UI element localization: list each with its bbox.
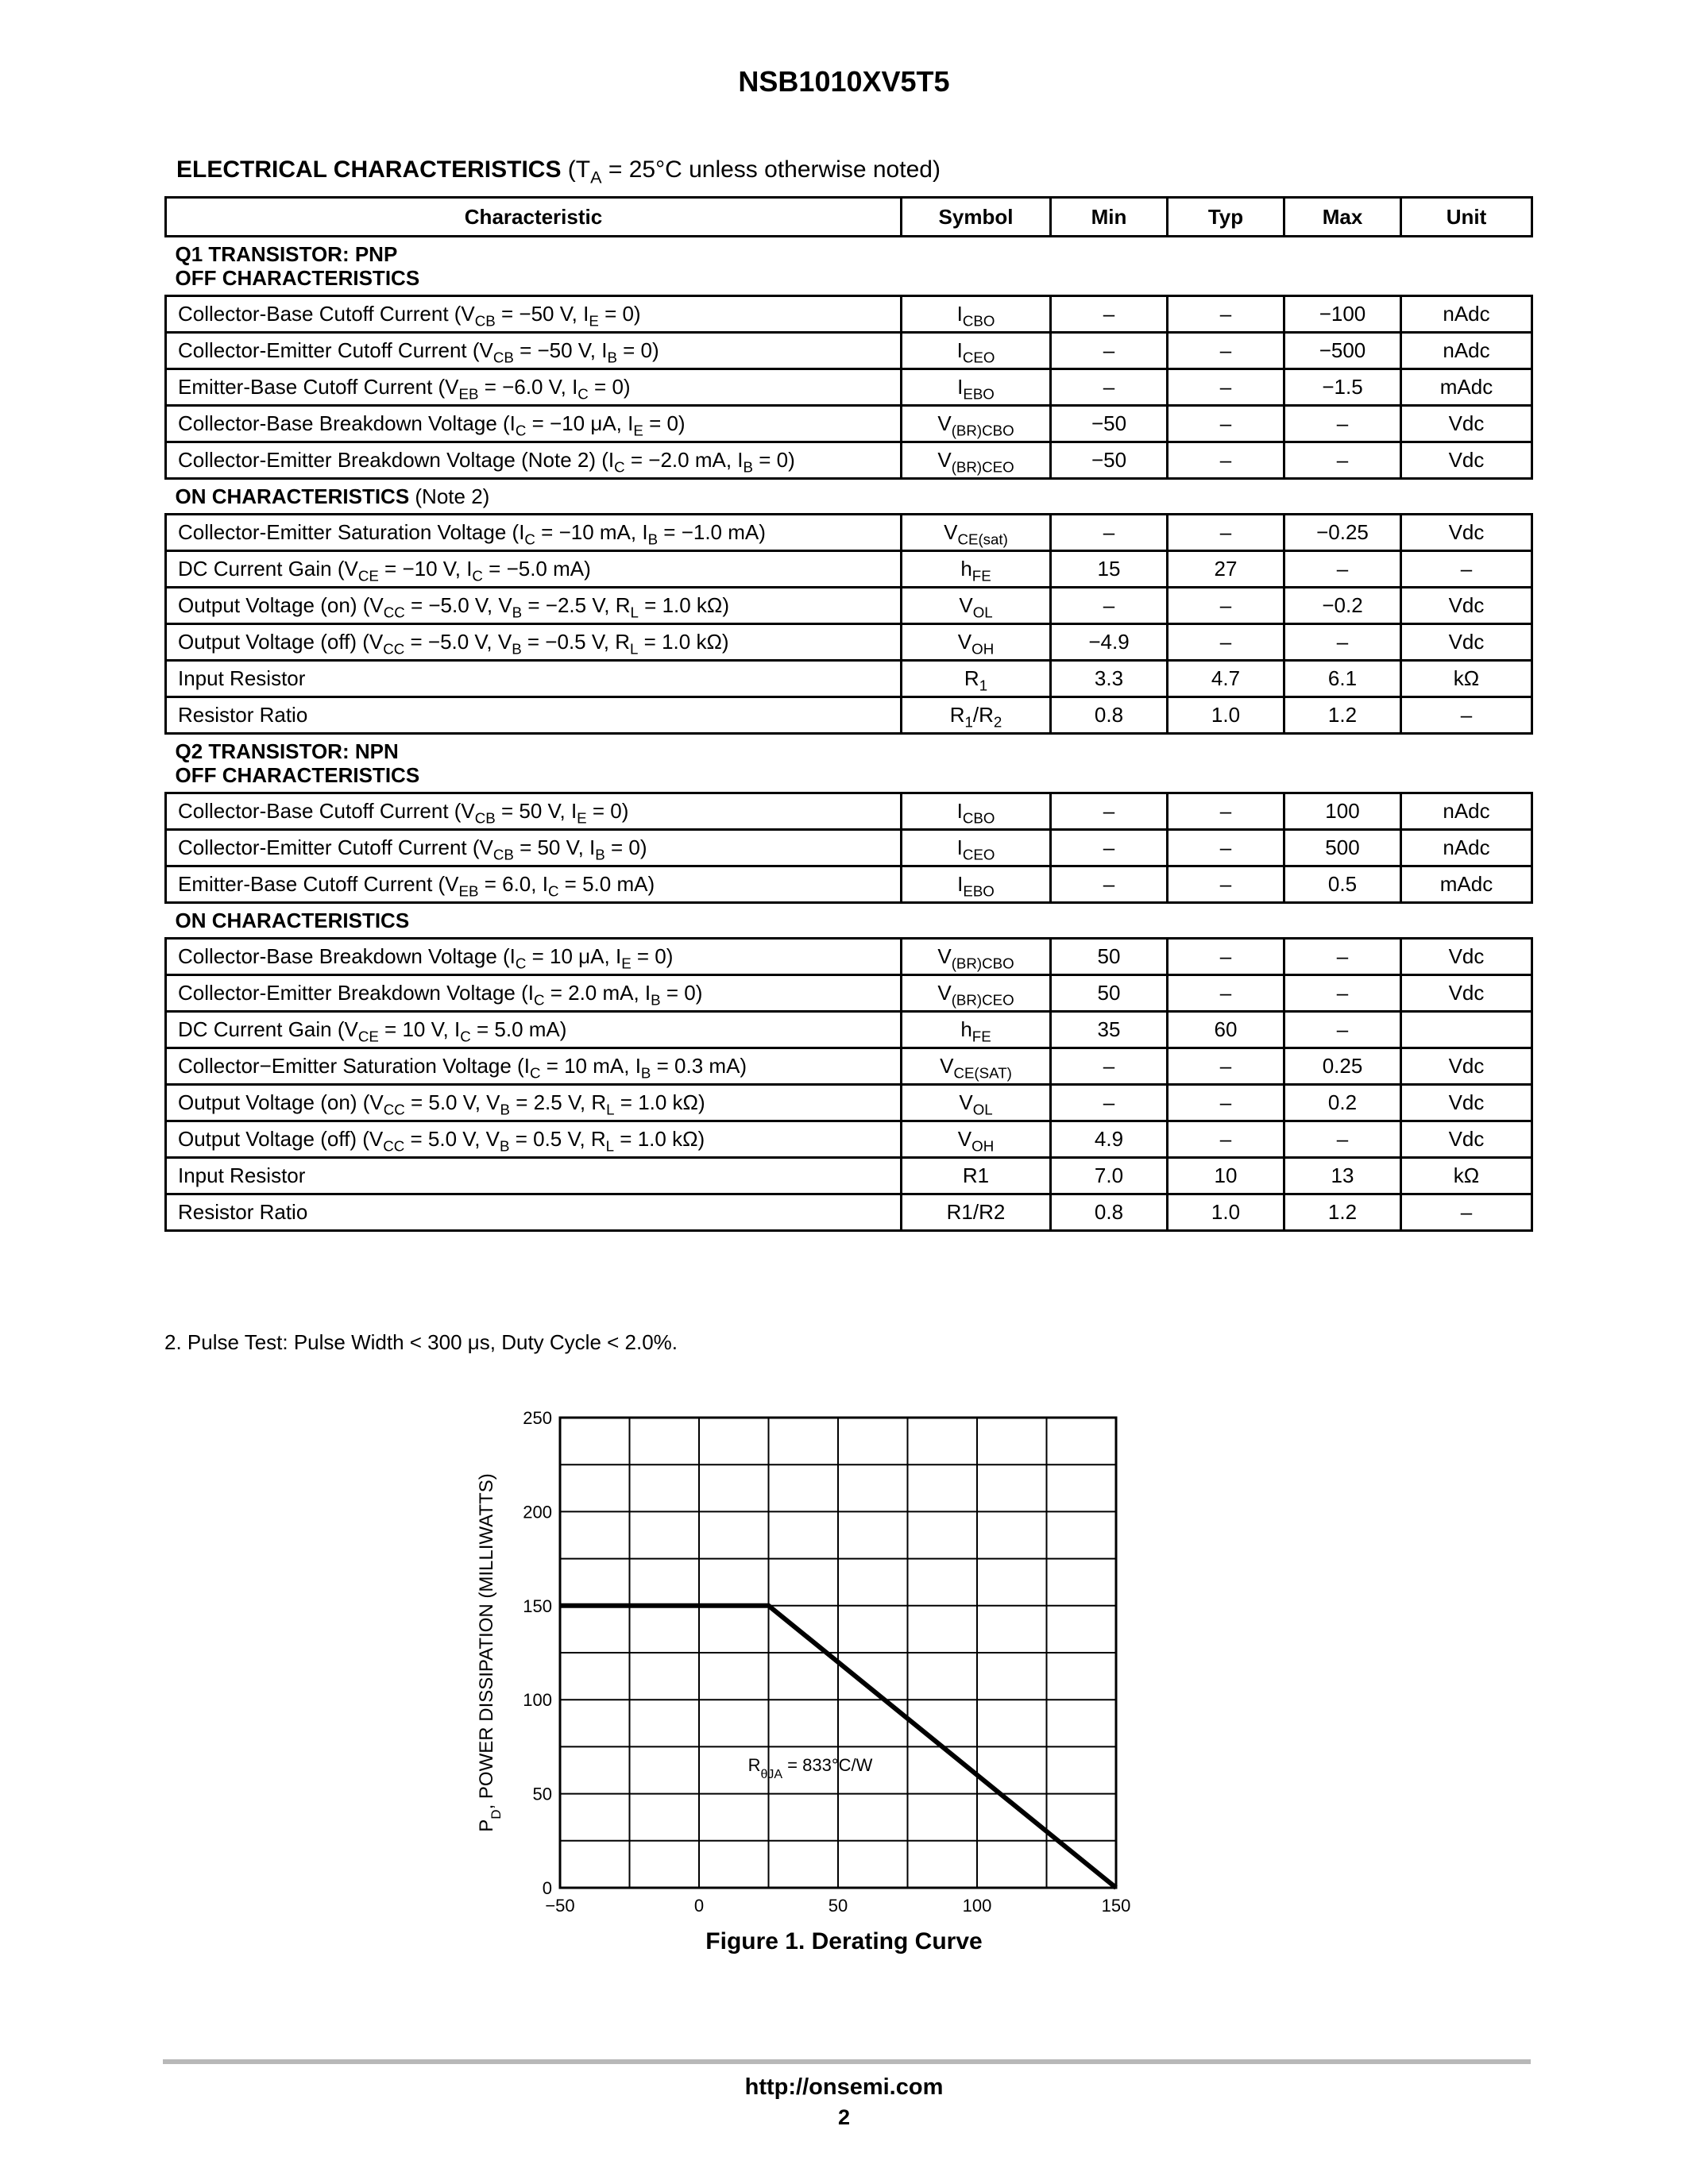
electrical-characteristics-table bbox=[164, 196, 1533, 1232]
section-condition: ($T_A = 25^\circ C$ unless otherwise noted) bbox=[567, 156, 941, 187]
characteristic-cell: Output Voltage (off) ($V_{CC} = 5.0$ V, $V_B = 0.5$ V, $R_L = 1.0$ kΩ) bbox=[166, 1121, 902, 1158]
symbol-cell: $V_{OH}$ bbox=[902, 1121, 1051, 1158]
characteristic-cell: Input Resistor bbox=[166, 1158, 902, 1194]
characteristic-cell: Output Voltage (on) ($V_{CC} = 5.0$ V, $V_B = 2.5$ V, $R_L = 1.0$ kΩ) bbox=[166, 1085, 902, 1121]
typ-cell: – bbox=[1168, 793, 1284, 830]
group-title: Q1 TRANSISTOR: PNP OFF CHARACTERISTICS bbox=[166, 237, 1532, 296]
characteristic-cell: DC Current Gain ($V_{CE} = -10$ V, $I_C = -5.0$ mA) bbox=[166, 551, 902, 588]
unit-cell: nAdc bbox=[1401, 333, 1532, 369]
min-cell: – bbox=[1051, 1048, 1168, 1085]
table-group-row bbox=[166, 734, 1532, 793]
characteristic-cell: Collector−Emitter Saturation Voltage ($I_C = 10$ mA, $I_B = 0.3$ mA) bbox=[166, 1048, 902, 1085]
symbol-cell: $I_{EBO}$ bbox=[902, 369, 1051, 406]
symbol-cell: $V_{(BR)CBO}$ bbox=[902, 406, 1051, 442]
typ-cell: – bbox=[1168, 515, 1284, 551]
min-cell: 0.8 bbox=[1051, 1194, 1168, 1231]
unit-cell: nAdc bbox=[1401, 296, 1532, 333]
header-symbol: Symbol bbox=[902, 198, 1051, 237]
unit-cell: mAdc bbox=[1401, 866, 1532, 903]
table-group-row bbox=[166, 903, 1532, 939]
max-cell: 1.2 bbox=[1284, 1194, 1401, 1231]
characteristic-cell: Output Voltage (off) ($V_{CC} = -5.0$ V, $V_B = -0.5$ V, $R_L = 1.0$ kΩ) bbox=[166, 624, 902, 661]
typ-cell: – bbox=[1168, 296, 1284, 333]
header-max: Max bbox=[1284, 198, 1401, 237]
table-row bbox=[166, 697, 1532, 734]
typ-cell: – bbox=[1168, 939, 1284, 975]
symbol-cell: $I_{CBO}$ bbox=[902, 296, 1051, 333]
footnote-pulse-test: 2. Pulse Test: Pulse Width < 300 μs, Duty Cycle < 2.0%. bbox=[164, 1330, 678, 1354]
page-title: NSB1010XV5T5 bbox=[738, 65, 950, 98]
typ-cell: – bbox=[1168, 1085, 1284, 1121]
symbol-cell: $V_{(BR)CEO}$ bbox=[902, 442, 1051, 479]
y-tick-label: 100 bbox=[523, 1690, 552, 1711]
page-number: 2 bbox=[837, 2105, 851, 2129]
unit-cell: Vdc bbox=[1401, 515, 1532, 551]
y-tick-label: 250 bbox=[523, 1408, 552, 1428]
header-characteristic: Characteristic bbox=[166, 198, 902, 237]
max-cell: – bbox=[1284, 442, 1401, 479]
group-title: ON CHARACTERISTICS (Note 2) bbox=[166, 479, 1532, 515]
max-cell: 13 bbox=[1284, 1158, 1401, 1194]
max-cell: 6.1 bbox=[1284, 661, 1401, 697]
x-tick-label: 0 bbox=[693, 1896, 705, 1916]
symbol-cell: $R_1/R_2$ bbox=[902, 697, 1051, 734]
derating-chart-svg bbox=[445, 1398, 1160, 1922]
table-row bbox=[166, 551, 1532, 588]
x-tick-label: 100 bbox=[962, 1896, 992, 1916]
table-row bbox=[166, 333, 1532, 369]
characteristic-cell: Collector-Base Breakdown Voltage ($I_C = 10$ μA, $I_E = 0$) bbox=[166, 939, 902, 975]
typ-cell: – bbox=[1168, 624, 1284, 661]
symbol-cell: $I_{EBO}$ bbox=[902, 866, 1051, 903]
y-tick-label: 200 bbox=[523, 1502, 552, 1522]
min-cell: 7.0 bbox=[1051, 1158, 1168, 1194]
derating-chart bbox=[445, 1398, 1160, 1922]
table-row bbox=[166, 1085, 1532, 1121]
typ-cell: – bbox=[1168, 406, 1284, 442]
table-group-row bbox=[166, 479, 1532, 515]
min-cell: – bbox=[1051, 333, 1168, 369]
max-cell: 0.25 bbox=[1284, 1048, 1401, 1085]
table-row bbox=[166, 830, 1532, 866]
y-tick-label: 150 bbox=[523, 1596, 552, 1616]
unit-cell: kΩ bbox=[1401, 1158, 1532, 1194]
x-tick-label: 150 bbox=[1101, 1896, 1131, 1916]
unit-cell: mAdc bbox=[1401, 369, 1532, 406]
typ-cell: – bbox=[1168, 588, 1284, 624]
symbol-cell: $V_{OL}$ bbox=[902, 588, 1051, 624]
table-row bbox=[166, 939, 1532, 975]
symbol-cell: $V_{(BR)CEO}$ bbox=[902, 975, 1051, 1012]
typ-cell: – bbox=[1168, 333, 1284, 369]
min-cell: 15 bbox=[1051, 551, 1168, 588]
unit-cell: Vdc bbox=[1401, 588, 1532, 624]
unit-cell: Vdc bbox=[1401, 1048, 1532, 1085]
min-cell: – bbox=[1051, 830, 1168, 866]
min-cell: – bbox=[1051, 369, 1168, 406]
characteristic-cell: Collector-Base Cutoff Current ($V_{CB} = -50$ V, $I_E = 0$) bbox=[166, 296, 902, 333]
table-row bbox=[166, 369, 1532, 406]
min-cell: – bbox=[1051, 866, 1168, 903]
table-group-row bbox=[166, 237, 1532, 296]
min-cell: 3.3 bbox=[1051, 661, 1168, 697]
symbol-cell: $V_{CE(SAT)}$ bbox=[902, 1048, 1051, 1085]
min-cell: 0.8 bbox=[1051, 697, 1168, 734]
max-cell: −0.2 bbox=[1284, 588, 1401, 624]
table-row bbox=[166, 588, 1532, 624]
table-row bbox=[166, 624, 1532, 661]
table-row bbox=[166, 406, 1532, 442]
max-cell: – bbox=[1284, 551, 1401, 588]
typ-cell: – bbox=[1168, 369, 1284, 406]
y-axis-label: $P_D$, POWER DISSIPATION (MILLIWATTS) bbox=[476, 1473, 504, 1832]
typ-cell: 1.0 bbox=[1168, 1194, 1284, 1231]
max-cell: – bbox=[1284, 975, 1401, 1012]
symbol-cell: $h_{FE}$ bbox=[902, 551, 1051, 588]
group-title: Q2 TRANSISTOR: NPN OFF CHARACTERISTICS bbox=[166, 734, 1532, 793]
typ-cell: – bbox=[1168, 830, 1284, 866]
group-title: ON CHARACTERISTICS bbox=[166, 903, 1532, 939]
max-cell: 1.2 bbox=[1284, 697, 1401, 734]
section-heading bbox=[176, 156, 941, 187]
header-unit: Unit bbox=[1401, 198, 1532, 237]
characteristic-cell: Collector-Emitter Breakdown Voltage (Note 2) ($I_C = -2.0$ mA, $I_B = 0$) bbox=[166, 442, 902, 479]
characteristic-cell: Collector-Base Cutoff Current ($V_{CB} = 50$ V, $I_E = 0$) bbox=[166, 793, 902, 830]
symbol-cell: $V_{CE(sat)}$ bbox=[902, 515, 1051, 551]
min-cell: −50 bbox=[1051, 406, 1168, 442]
table-row bbox=[166, 296, 1532, 333]
max-cell: −500 bbox=[1284, 333, 1401, 369]
section-title: ELECTRICAL CHARACTERISTICS bbox=[176, 156, 562, 183]
characteristic-cell: DC Current Gain ($V_{CE} = 10$ V, $I_C = 5.0$ mA) bbox=[166, 1012, 902, 1048]
typ-cell: – bbox=[1168, 866, 1284, 903]
min-cell: 50 bbox=[1051, 975, 1168, 1012]
table-row bbox=[166, 661, 1532, 697]
max-cell: 500 bbox=[1284, 830, 1401, 866]
typ-cell: – bbox=[1168, 442, 1284, 479]
characteristic-cell: Input Resistor bbox=[166, 661, 902, 697]
unit-cell: nAdc bbox=[1401, 830, 1532, 866]
min-cell: – bbox=[1051, 793, 1168, 830]
unit-cell: – bbox=[1401, 1194, 1532, 1231]
min-cell: – bbox=[1051, 515, 1168, 551]
typ-cell: 4.7 bbox=[1168, 661, 1284, 697]
table-row bbox=[166, 1158, 1532, 1194]
min-cell: 50 bbox=[1051, 939, 1168, 975]
typ-cell: 60 bbox=[1168, 1012, 1284, 1048]
characteristic-cell: Collector-Emitter Breakdown Voltage ($I_C = 2.0$ mA, $I_B = 0$) bbox=[166, 975, 902, 1012]
min-cell: 35 bbox=[1051, 1012, 1168, 1048]
figure-caption: Figure 1. Derating Curve bbox=[705, 1928, 983, 1954]
thermal-resistance-annotation: $R_{\theta JA} = 833^\circ C/W$ bbox=[747, 1755, 873, 1781]
characteristic-cell: Collector-Emitter Saturation Voltage ($I_C = -10$ mA, $I_B = -1.0$ mA) bbox=[166, 515, 902, 551]
max-cell: – bbox=[1284, 624, 1401, 661]
min-cell: – bbox=[1051, 296, 1168, 333]
max-cell: – bbox=[1284, 406, 1401, 442]
typ-cell: – bbox=[1168, 1048, 1284, 1085]
table-row bbox=[166, 442, 1532, 479]
table-row bbox=[166, 793, 1532, 830]
typ-cell: 1.0 bbox=[1168, 697, 1284, 734]
table-row bbox=[166, 515, 1532, 551]
min-cell: – bbox=[1051, 1085, 1168, 1121]
symbol-cell: R1/R2 bbox=[902, 1194, 1051, 1231]
characteristic-cell: Emitter-Base Cutoff Current ($V_{EB} = 6.0$, $I_C = 5.0$ mA) bbox=[166, 866, 902, 903]
max-cell: – bbox=[1284, 939, 1401, 975]
characteristic-cell: Resistor Ratio bbox=[166, 697, 902, 734]
characteristic-cell: Collector-Emitter Cutoff Current ($V_{CB} = 50$ V, $I_B = 0$) bbox=[166, 830, 902, 866]
x-tick-label: −50 bbox=[545, 1896, 575, 1916]
symbol-cell: $I_{CBO}$ bbox=[902, 793, 1051, 830]
table-row bbox=[166, 1194, 1532, 1231]
footer-divider bbox=[163, 2059, 1531, 2064]
max-cell: 0.2 bbox=[1284, 1085, 1401, 1121]
table-row bbox=[166, 1048, 1532, 1085]
header-min: Min bbox=[1051, 198, 1168, 237]
x-tick-label: 50 bbox=[828, 1896, 848, 1916]
typ-cell: – bbox=[1168, 975, 1284, 1012]
unit-cell: – bbox=[1401, 551, 1532, 588]
unit-cell: Vdc bbox=[1401, 406, 1532, 442]
max-cell: – bbox=[1284, 1012, 1401, 1048]
table-body bbox=[166, 237, 1532, 1231]
max-cell: – bbox=[1284, 1121, 1401, 1158]
y-tick-label: 0 bbox=[542, 1878, 552, 1898]
symbol-cell: R1 bbox=[902, 1158, 1051, 1194]
characteristic-cell: Collector-Base Breakdown Voltage ($I_C = -10$ μA, $I_E = 0$) bbox=[166, 406, 902, 442]
table-row bbox=[166, 1012, 1532, 1048]
min-cell: −4.9 bbox=[1051, 624, 1168, 661]
characteristic-cell: Resistor Ratio bbox=[166, 1194, 902, 1231]
table-row bbox=[166, 1121, 1532, 1158]
symbol-cell: $V_{OL}$ bbox=[902, 1085, 1051, 1121]
max-cell: 100 bbox=[1284, 793, 1401, 830]
characteristic-cell: Output Voltage (on) ($V_{CC} = -5.0$ V, $V_B = -2.5$ V, $R_L = 1.0$ kΩ) bbox=[166, 588, 902, 624]
unit-cell: Vdc bbox=[1401, 939, 1532, 975]
max-cell: −100 bbox=[1284, 296, 1401, 333]
typ-cell: 10 bbox=[1168, 1158, 1284, 1194]
y-tick-label: 50 bbox=[532, 1784, 552, 1804]
characteristic-cell: Collector-Emitter Cutoff Current ($V_{CB} = -50$ V, $I_B = 0$) bbox=[166, 333, 902, 369]
unit-cell: Vdc bbox=[1401, 1085, 1532, 1121]
typ-cell: – bbox=[1168, 1121, 1284, 1158]
header-typ: Typ bbox=[1168, 198, 1284, 237]
unit-cell: Vdc bbox=[1401, 1121, 1532, 1158]
symbol-cell: $R_1$ bbox=[902, 661, 1051, 697]
symbol-cell: $h_{FE}$ bbox=[902, 1012, 1051, 1048]
unit-cell: Vdc bbox=[1401, 975, 1532, 1012]
min-cell: – bbox=[1051, 588, 1168, 624]
table-row bbox=[166, 866, 1532, 903]
unit-cell: Vdc bbox=[1401, 624, 1532, 661]
symbol-cell: $V_{(BR)CBO}$ bbox=[902, 939, 1051, 975]
max-cell: −1.5 bbox=[1284, 369, 1401, 406]
unit-cell: Vdc bbox=[1401, 442, 1532, 479]
characteristic-cell: Emitter-Base Cutoff Current ($V_{EB} = -6.0$ V, $I_C = 0$) bbox=[166, 369, 902, 406]
max-cell: −0.25 bbox=[1284, 515, 1401, 551]
min-cell: 4.9 bbox=[1051, 1121, 1168, 1158]
unit-cell: – bbox=[1401, 697, 1532, 734]
table-header-row bbox=[166, 198, 1532, 237]
symbol-cell: $I_{CEO}$ bbox=[902, 333, 1051, 369]
unit-cell bbox=[1401, 1012, 1532, 1048]
unit-cell: nAdc bbox=[1401, 793, 1532, 830]
symbol-cell: $I_{CEO}$ bbox=[902, 830, 1051, 866]
max-cell: 0.5 bbox=[1284, 866, 1401, 903]
symbol-cell: $V_{OH}$ bbox=[902, 624, 1051, 661]
footer-url-link[interactable]: http://onsemi.com bbox=[744, 2074, 944, 2100]
min-cell: −50 bbox=[1051, 442, 1168, 479]
unit-cell: kΩ bbox=[1401, 661, 1532, 697]
typ-cell: 27 bbox=[1168, 551, 1284, 588]
table-row bbox=[166, 975, 1532, 1012]
